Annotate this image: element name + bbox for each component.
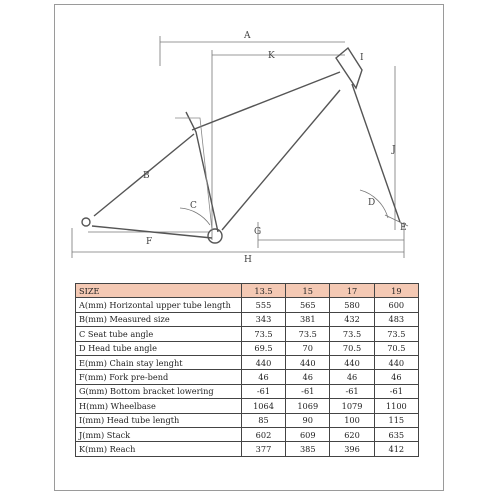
row-label: H(mm) Wheelbase	[76, 399, 242, 413]
label-e: E	[400, 223, 407, 233]
table-row	[76, 442, 419, 456]
size-col-13-5: 13.5	[241, 284, 285, 298]
cell-value: 69.5	[241, 341, 285, 355]
cell-value: 635	[374, 427, 418, 441]
row-label: B(mm) Measured size	[76, 312, 242, 326]
cell-value: 100	[330, 413, 374, 427]
cell-value: 70	[286, 341, 330, 355]
cell-value: 73.5	[330, 327, 374, 341]
label-j: J	[392, 145, 396, 155]
cell-value: 600	[374, 298, 418, 312]
cell-value: 440	[374, 355, 418, 369]
bottom-bracket	[208, 229, 222, 243]
cell-value: 85	[241, 413, 285, 427]
size-col-19: 19	[374, 284, 418, 298]
cell-value: 46	[330, 370, 374, 384]
cell-value: 90	[286, 413, 330, 427]
table-row	[76, 427, 419, 441]
cell-value: 73.5	[374, 327, 418, 341]
size-col-15: 15	[286, 284, 330, 298]
label-b: B	[143, 171, 150, 181]
row-label: D Head tube angle	[76, 341, 242, 355]
top-tube	[192, 72, 340, 130]
cell-value: -61	[241, 384, 285, 398]
cell-value: 1069	[286, 399, 330, 413]
cell-value: 73.5	[286, 327, 330, 341]
cell-value: 440	[330, 355, 374, 369]
cell-value: -61	[330, 384, 374, 398]
cell-value: 440	[286, 355, 330, 369]
label-d: D	[368, 198, 376, 208]
cell-value: 343	[241, 312, 285, 326]
cell-value: 46	[241, 370, 285, 384]
cell-value: 70.5	[330, 341, 374, 355]
table-row	[76, 370, 419, 384]
table-row	[76, 341, 419, 355]
cell-value: 602	[241, 427, 285, 441]
cell-value: 73.5	[241, 327, 285, 341]
table-row	[76, 355, 419, 369]
table-row	[76, 413, 419, 427]
rear-dropout	[82, 218, 90, 226]
table-row	[76, 298, 419, 312]
size-header: SIZE	[76, 284, 242, 298]
row-label: J(mm) Stack	[76, 427, 242, 441]
table-header-row	[76, 284, 419, 298]
cell-value: 483	[374, 312, 418, 326]
cell-value: 396	[330, 442, 374, 456]
cell-value: 620	[330, 427, 374, 441]
row-label: F(mm) Fork pre-bend	[76, 370, 242, 384]
cell-value: 46	[374, 370, 418, 384]
cell-value: 70.5	[374, 341, 418, 355]
label-g: G	[254, 227, 262, 237]
table-row	[76, 312, 419, 326]
cell-value: 565	[286, 298, 330, 312]
row-label: G(mm) Bottom bracket lowering	[76, 384, 242, 398]
table-row	[76, 384, 419, 398]
label-i: I	[360, 53, 364, 63]
cell-value: 555	[241, 298, 285, 312]
label-f: F	[146, 237, 153, 247]
cell-value: 1100	[374, 399, 418, 413]
cell-value: 440	[241, 355, 285, 369]
table-row	[76, 399, 419, 413]
cell-value: -61	[374, 384, 418, 398]
geometry-table	[75, 283, 419, 457]
table-row	[76, 327, 419, 341]
cell-value: 609	[286, 427, 330, 441]
cell-value: 377	[241, 442, 285, 456]
cell-value: 381	[286, 312, 330, 326]
row-label: C Seat tube angle	[76, 327, 242, 341]
label-h: H	[244, 255, 252, 265]
row-label: A(mm) Horizontal upper tube length	[76, 298, 242, 312]
row-label: E(mm) Chain stay lenght	[76, 355, 242, 369]
size-col-17: 17	[330, 284, 374, 298]
row-label: I(mm) Head tube length	[76, 413, 242, 427]
cell-value: 580	[330, 298, 374, 312]
row-label: K(mm) Reach	[76, 442, 242, 456]
cell-value: 115	[374, 413, 418, 427]
cell-value: 412	[374, 442, 418, 456]
cell-value: 385	[286, 442, 330, 456]
cell-value: 432	[330, 312, 374, 326]
cell-value: 46	[286, 370, 330, 384]
head-tube	[336, 48, 362, 88]
label-c: C	[190, 201, 197, 211]
seat-tube	[186, 112, 218, 232]
cell-value: 1079	[330, 399, 374, 413]
cell-value: 1064	[241, 399, 285, 413]
cell-value: -61	[286, 384, 330, 398]
label-a: A	[244, 31, 251, 41]
label-k: K	[268, 51, 275, 61]
